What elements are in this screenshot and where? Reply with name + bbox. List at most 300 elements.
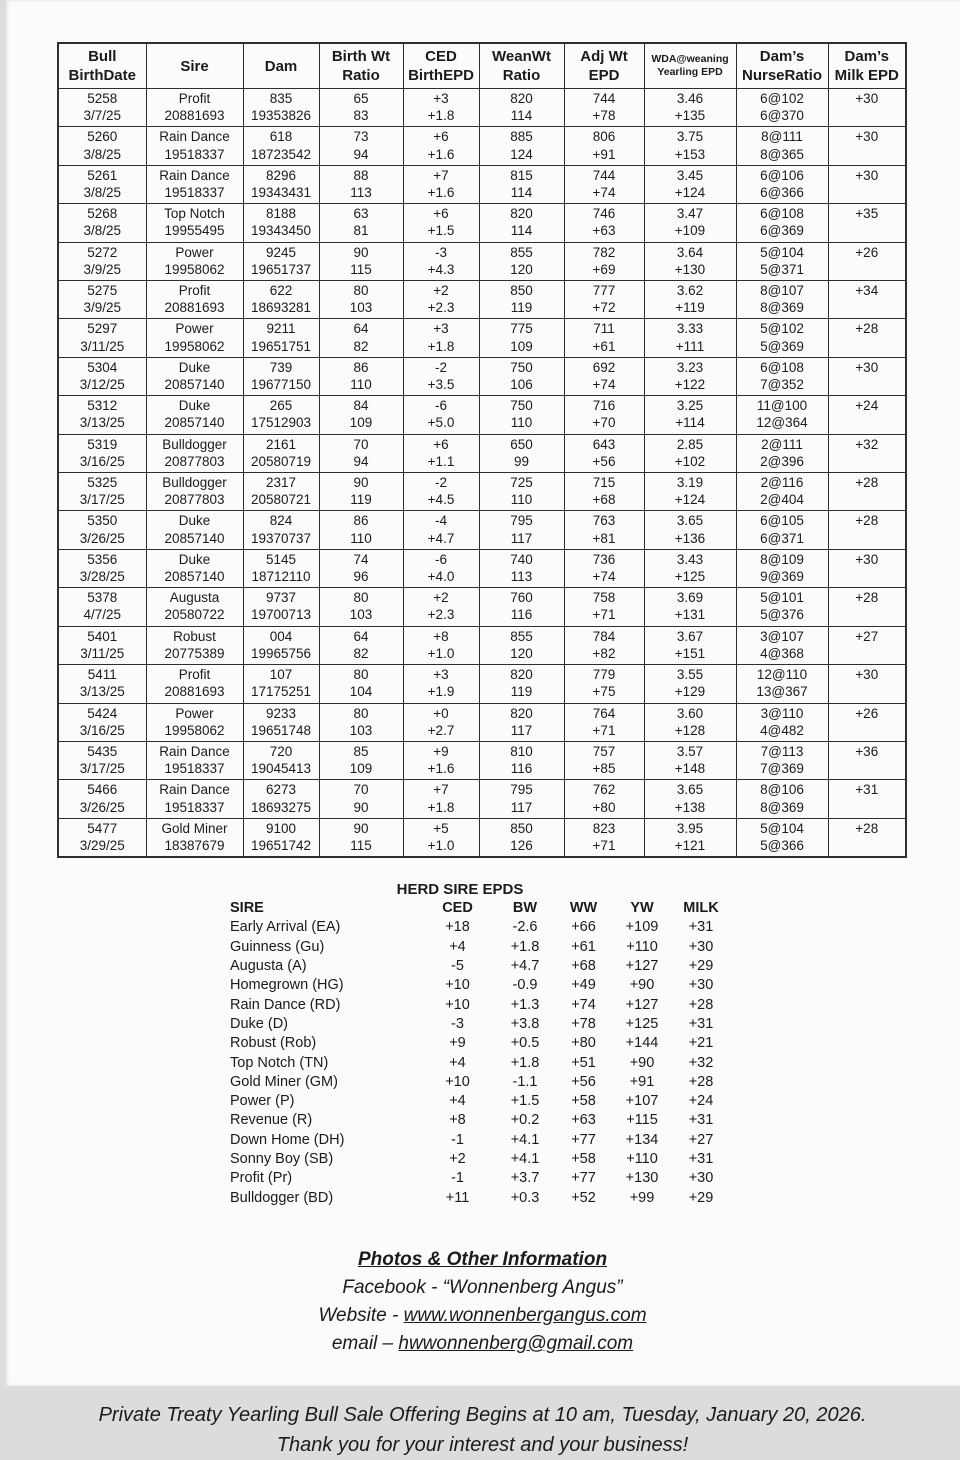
- website-label: Website -: [318, 1304, 404, 1326]
- dam-reg-number: 18693275: [250, 799, 312, 815]
- yearling-epd: +111: [675, 338, 705, 354]
- table-row: [58, 511, 906, 549]
- cell-adj-wt: [564, 434, 644, 472]
- dam-reg-number: 19651742: [250, 837, 312, 853]
- herd-sire-row: [230, 1169, 730, 1188]
- cell-nurse-ratio: [736, 549, 828, 587]
- wda-at-weaning: 3.65: [676, 782, 704, 798]
- cell-birth-wt: [319, 319, 403, 357]
- cell-milk-epd: [828, 242, 906, 280]
- birth-epd: +1.8: [427, 108, 455, 124]
- sire-reg-number: 20857140: [164, 377, 225, 393]
- yearling-epd: +102: [674, 453, 706, 469]
- ced-epd: +8: [433, 628, 449, 644]
- cell-nurse-ratio: [736, 165, 828, 203]
- wean-weight-epd: +82: [592, 645, 616, 661]
- bull-tag-number: 5272: [87, 244, 118, 260]
- bull-birth-date: 3/13/25: [79, 415, 125, 431]
- bull-birth-date: 3/11/25: [80, 338, 125, 354]
- cell-nurse-ratio: [736, 204, 828, 242]
- table-row: [58, 703, 906, 741]
- cell-sire: [146, 396, 243, 434]
- cell-birth-wt: [319, 396, 403, 434]
- sire-reg-number: 20857140: [164, 415, 225, 431]
- dam-milk-epd: +26: [855, 705, 879, 721]
- cell-ced: [403, 703, 479, 741]
- yearling-epd: +153: [674, 146, 706, 162]
- cell-wda: [644, 703, 736, 741]
- cell-milk-epd: [828, 780, 906, 818]
- bull-birth-date: 3/29/25: [79, 837, 125, 853]
- dam-reg-number: 18693281: [250, 300, 312, 316]
- cell-ced: [403, 780, 479, 818]
- wean-weight: 820: [510, 705, 533, 721]
- sire-name: Homegrown (HG): [230, 977, 344, 994]
- dam-milk-epd: +31: [855, 782, 879, 798]
- sire-ww: +66: [571, 919, 596, 936]
- cell-sire: [146, 703, 243, 741]
- birth-epd: +1.6: [427, 185, 455, 201]
- ced-epd: +5: [433, 820, 449, 836]
- herd-sire-epds-title: HERD SIRE EPDS: [396, 881, 524, 899]
- adj-wean-weight: 746: [592, 206, 616, 222]
- cell-wda: [644, 242, 736, 280]
- cell-ced: [403, 473, 479, 511]
- wean-weight-epd: +74: [592, 569, 616, 585]
- wean-weight-epd: +71: [592, 722, 616, 738]
- email-link[interactable]: hwwonnenberg@gmail.com: [398, 1332, 634, 1354]
- photos-info-heading: Photos & Other Information: [357, 1248, 608, 1270]
- cell-wda: [644, 165, 736, 203]
- dam-tag-number: 720: [269, 743, 293, 759]
- wean-weight-epd: +69: [592, 261, 616, 277]
- wean-weight-epd: +74: [592, 377, 616, 393]
- cell-ced: [403, 588, 479, 626]
- bull-birth-date: 3/12/25: [79, 377, 125, 393]
- bull-birth-date: 3/13/25: [79, 684, 125, 700]
- wean-weight: 850: [510, 283, 533, 299]
- sire-ww: +56: [571, 1073, 596, 1090]
- cell-bull: [58, 588, 146, 626]
- dam-milk-epd: +28: [855, 820, 879, 836]
- dam-milk-epd: +30: [855, 551, 879, 567]
- cell-birth-wt: [319, 434, 403, 472]
- cell-dam: [243, 281, 319, 319]
- sire-name: Gold Miner (GM): [230, 1073, 338, 1090]
- sire-reg-number: 20881693: [164, 108, 225, 124]
- sire-yw: +99: [629, 1189, 655, 1206]
- cell-bull: [58, 665, 146, 703]
- sire-yw: +144: [625, 1035, 659, 1052]
- wda-at-weaning: 3.43: [676, 551, 704, 567]
- sire-ww: +77: [571, 1131, 596, 1148]
- yearling-epd: +129: [674, 684, 706, 700]
- bull-birth-date: 3/11/25: [80, 645, 125, 661]
- dam-milk-epd: +24: [855, 398, 879, 414]
- sire-bw: -0.9: [512, 977, 538, 994]
- yearling-epd: +130: [674, 261, 706, 277]
- dam-tag-number: 6273: [265, 782, 297, 798]
- birth-weight: 70: [353, 436, 369, 452]
- ced-epd: +3: [433, 321, 449, 337]
- wean-weight-epd: +74: [592, 185, 616, 201]
- wean-weight-epd: +56: [592, 453, 616, 469]
- cell-wda: [644, 818, 736, 857]
- dam-milk-epd: +35: [855, 206, 879, 222]
- cell-sire: [146, 626, 243, 664]
- nurse-ratio-yearling: 7@352: [760, 377, 804, 393]
- wda-at-weaning: 3.69: [676, 590, 704, 606]
- dam-reg-number: 17175251: [250, 684, 312, 700]
- bull-tag-number: 5350: [87, 513, 118, 529]
- birth-weight-ratio: 113: [350, 185, 372, 201]
- cell-birth-wt: [319, 165, 403, 203]
- cell-adj-wt: [564, 703, 644, 741]
- nurse-ratio-weaning: 6@108: [760, 359, 804, 375]
- sire-ww: +68: [571, 958, 596, 975]
- wean-weight-ratio: 109: [510, 338, 533, 354]
- cell-milk-epd: [828, 396, 906, 434]
- table-row: [58, 242, 906, 280]
- cell-birth-wt: [319, 588, 403, 626]
- bull-birth-date: 3/26/25: [79, 530, 125, 546]
- dam-reg-number: 19700713: [250, 607, 312, 623]
- sire-milk: +30: [688, 977, 714, 994]
- table-row: [58, 473, 906, 511]
- sire-reg-number: 20881693: [164, 300, 225, 316]
- ced-epd: +6: [433, 129, 449, 145]
- col-header-birth-wt-ratio: Birth Wt Ratio: [319, 43, 403, 89]
- birth-epd: +1.5: [427, 223, 455, 239]
- sire-name: Early Arrival (EA): [230, 919, 341, 936]
- dam-reg-number: 19651751: [250, 338, 312, 354]
- wean-weight-ratio: 110: [510, 415, 533, 431]
- cell-weanwt: [479, 319, 564, 357]
- bull-birth-date: 3/17/25: [79, 761, 125, 777]
- ced-epd: +2: [433, 283, 449, 299]
- birth-weight: 65: [353, 91, 369, 106]
- bull-tag-number: 5466: [87, 782, 118, 798]
- birth-weight: 80: [353, 590, 369, 606]
- sire-reg-number: 20857140: [164, 530, 225, 546]
- nurse-ratio-yearling: 6@369: [760, 223, 804, 239]
- birth-weight-ratio: 103: [349, 607, 373, 623]
- cell-dam: [243, 703, 319, 741]
- nurse-ratio-yearling: 5@369: [760, 338, 804, 354]
- sire-name: Guinness (Gu): [230, 938, 325, 955]
- dam-reg-number: 19343431: [250, 185, 312, 201]
- birth-weight-ratio: 110: [350, 377, 372, 393]
- wda-at-weaning: 3.95: [676, 820, 704, 836]
- cell-birth-wt: [319, 242, 403, 280]
- table-row: [58, 204, 906, 242]
- cell-milk-epd: [828, 127, 906, 165]
- cell-ced: [403, 665, 479, 703]
- wean-weight-ratio: 106: [510, 377, 533, 393]
- sire-yw: +125: [625, 1015, 659, 1032]
- wean-weight: 750: [510, 359, 533, 375]
- wda-at-weaning: 3.46: [676, 91, 704, 106]
- nurse-ratio-weaning: 5@102: [760, 321, 804, 337]
- cell-dam: [243, 89, 319, 127]
- cell-dam: [243, 818, 319, 857]
- cell-sire: [146, 204, 243, 242]
- cell-weanwt: [479, 357, 564, 395]
- cell-wda: [644, 511, 736, 549]
- wda-at-weaning: 3.65: [676, 513, 704, 529]
- cell-nurse-ratio: [736, 319, 828, 357]
- dam-reg-number: 18723542: [250, 146, 312, 162]
- yearling-epd: +131: [674, 607, 706, 623]
- herd-header-milk: MILK: [683, 900, 719, 917]
- cell-adj-wt: [564, 319, 644, 357]
- sire-ww: +61: [571, 938, 596, 955]
- herd-sire-row: [230, 1073, 730, 1092]
- sire-name: Duke: [178, 359, 211, 375]
- dam-reg-number: 19370737: [250, 530, 312, 546]
- birth-weight: 80: [353, 705, 369, 721]
- col-header-sire: Sire: [146, 43, 243, 89]
- cell-wda: [644, 89, 736, 127]
- birth-weight-ratio: 110: [350, 530, 372, 546]
- bull-tag-number: 5424: [87, 705, 118, 721]
- cell-weanwt: [479, 626, 564, 664]
- cell-adj-wt: [564, 818, 644, 857]
- dam-reg-number: 19651737: [250, 261, 312, 277]
- adj-wean-weight: 716: [592, 398, 616, 414]
- cell-adj-wt: [564, 396, 644, 434]
- sire-bw: +0.2: [510, 1112, 540, 1129]
- dam-tag-number: 2317: [265, 475, 297, 491]
- wean-weight-epd: +80: [592, 799, 616, 815]
- wean-weight-epd: +70: [592, 415, 616, 431]
- adj-wean-weight: 823: [592, 820, 616, 836]
- dam-tag-number: 835: [269, 91, 293, 106]
- cell-weanwt: [479, 473, 564, 511]
- cell-weanwt: [479, 434, 564, 472]
- bull-birth-date: 4/7/25: [83, 607, 122, 623]
- wean-weight-epd: +71: [592, 607, 616, 623]
- sire-name: Augusta (A): [230, 958, 307, 975]
- cell-ced: [403, 242, 479, 280]
- col-header-weanwt-ratio: WeanWt Ratio: [479, 43, 564, 89]
- wean-weight: 650: [510, 436, 533, 452]
- sire-reg-number: 19958062: [164, 722, 225, 738]
- cell-dam: [243, 127, 319, 165]
- wda-at-weaning: 3.64: [676, 244, 704, 260]
- cell-ced: [403, 396, 479, 434]
- bull-birth-date: 3/26/25: [79, 799, 125, 815]
- sire-name: Rain Dance (RD): [230, 996, 341, 1013]
- wean-weight: 795: [510, 513, 533, 529]
- birth-weight-ratio: 103: [349, 722, 373, 738]
- sire-ww: +49: [571, 977, 596, 994]
- cell-dam: [243, 242, 319, 280]
- sire-name: Duke: [178, 398, 211, 414]
- ced-epd: -2: [434, 475, 447, 491]
- birth-weight: 88: [353, 167, 369, 183]
- sire-reg-number: 18387679: [164, 837, 225, 853]
- cell-bull: [58, 780, 146, 818]
- cell-nurse-ratio: [736, 473, 828, 511]
- cell-birth-wt: [319, 549, 403, 587]
- cell-wda: [644, 780, 736, 818]
- dam-tag-number: 9245: [265, 244, 297, 260]
- sire-reg-number: 19518337: [164, 761, 225, 777]
- wean-weight-ratio: 116: [510, 761, 533, 777]
- cell-milk-epd: [828, 818, 906, 857]
- cell-wda: [644, 204, 736, 242]
- cell-dam: [243, 626, 319, 664]
- dam-milk-epd: +30: [855, 91, 879, 106]
- col-header-adj-wt-epd: Adj Wt EPD: [564, 43, 644, 89]
- adj-wean-weight: 779: [592, 667, 616, 683]
- nurse-ratio-weaning: 8@106: [760, 782, 804, 798]
- cell-birth-wt: [319, 511, 403, 549]
- table-row: [58, 281, 906, 319]
- sire-name: Rain Dance: [159, 743, 230, 759]
- cell-nurse-ratio: [736, 396, 828, 434]
- sire-ww: +74: [571, 996, 596, 1013]
- cell-dam: [243, 165, 319, 203]
- bull-tag-number: 5319: [87, 436, 118, 452]
- yearling-epd: +124: [674, 185, 706, 201]
- cell-weanwt: [479, 588, 564, 626]
- birth-epd: +1.9: [427, 684, 455, 700]
- bull-tag-number: 5356: [87, 551, 118, 567]
- yearling-epd: +114: [675, 415, 705, 431]
- yearling-epd: +135: [674, 108, 706, 124]
- cell-sire: [146, 434, 243, 472]
- nurse-ratio-weaning: 3@107: [760, 628, 804, 644]
- cell-sire: [146, 89, 243, 127]
- birth-weight: 86: [353, 513, 369, 529]
- sire-ced: +9: [449, 1035, 466, 1052]
- sire-name: Profit: [178, 667, 211, 683]
- birth-weight-ratio: 90: [353, 799, 369, 815]
- birth-weight-ratio: 104: [349, 684, 373, 700]
- bull-birth-date: 3/8/25: [83, 146, 122, 162]
- herd-sire-row: [230, 1150, 730, 1169]
- wean-weight-ratio: 124: [510, 146, 533, 162]
- sire-name: Power: [175, 244, 214, 260]
- cell-bull: [58, 89, 146, 127]
- cell-birth-wt: [319, 89, 403, 127]
- sire-name: Rain Dance: [159, 782, 230, 798]
- cell-adj-wt: [564, 511, 644, 549]
- dam-milk-epd: +30: [855, 359, 879, 375]
- birth-weight-ratio: 115: [350, 837, 372, 853]
- sire-ww: +58: [571, 1150, 596, 1167]
- cell-birth-wt: [319, 626, 403, 664]
- adj-wean-weight: 763: [592, 513, 616, 529]
- nurse-ratio-yearling: 2@396: [760, 453, 804, 469]
- wean-weight-ratio: 120: [510, 645, 533, 661]
- cell-sire: [146, 242, 243, 280]
- sire-yw: +127: [625, 958, 659, 975]
- bull-birth-date: 3/17/25: [79, 492, 125, 508]
- cell-ced: [403, 626, 479, 664]
- wean-weight: 750: [510, 398, 533, 414]
- cell-milk-epd: [828, 89, 906, 127]
- sire-bw: -2.6: [512, 919, 538, 936]
- cell-wda: [644, 626, 736, 664]
- sire-reg-number: 20877803: [164, 492, 225, 508]
- nurse-ratio-weaning: 6@105: [760, 513, 804, 529]
- dam-reg-number: 19045413: [250, 761, 312, 777]
- wean-weight-ratio: 117: [510, 799, 533, 815]
- wean-weight: 810: [510, 743, 533, 759]
- cell-dam: [243, 588, 319, 626]
- cell-ced: [403, 127, 479, 165]
- cell-bull: [58, 473, 146, 511]
- wean-weight-ratio: 117: [510, 530, 533, 546]
- cell-dam: [243, 741, 319, 779]
- cell-milk-epd: [828, 281, 906, 319]
- sire-bw: +1.5: [510, 1093, 540, 1110]
- cell-weanwt: [479, 780, 564, 818]
- sire-name: Rain Dance: [159, 167, 230, 183]
- sire-name: Bulldogger (BD): [230, 1189, 334, 1206]
- cell-dam: [243, 780, 319, 818]
- ced-epd: +0: [433, 705, 449, 721]
- cell-wda: [644, 549, 736, 587]
- sire-name: Bulldogger: [162, 475, 227, 491]
- sire-name: Rain Dance: [159, 129, 230, 145]
- cell-ced: [403, 89, 479, 127]
- nurse-ratio-weaning: 6@102: [760, 91, 804, 106]
- nurse-ratio-yearling: 5@376: [760, 607, 804, 623]
- sire-ced: -5: [451, 958, 464, 975]
- dam-milk-epd: +27: [855, 628, 879, 644]
- wean-weight: 815: [510, 167, 533, 183]
- yearling-epd: +124: [674, 492, 706, 508]
- website-line: [5, 1302, 960, 1330]
- birth-weight: 64: [353, 628, 369, 644]
- wda-at-weaning: 3.25: [676, 398, 704, 414]
- cell-nurse-ratio: [736, 242, 828, 280]
- sire-ced: -1: [451, 1131, 464, 1148]
- bull-birth-date: 3/8/25: [83, 185, 122, 201]
- cell-sire: [146, 165, 243, 203]
- cell-bull: [58, 434, 146, 472]
- email-line: [5, 1330, 960, 1358]
- wean-weight-ratio: 99: [513, 453, 530, 469]
- dam-reg-number: 19343450: [250, 223, 312, 239]
- wean-weight: 850: [510, 820, 533, 836]
- birth-weight-ratio: 82: [353, 645, 369, 661]
- adj-wean-weight: 762: [592, 782, 616, 798]
- wda-at-weaning: 3.67: [676, 628, 704, 644]
- cell-adj-wt: [564, 127, 644, 165]
- wean-weight: 760: [510, 590, 533, 606]
- dam-tag-number: 8188: [265, 206, 297, 222]
- cell-nurse-ratio: [736, 588, 828, 626]
- herd-header-sire: SIRE: [230, 900, 264, 917]
- dam-milk-epd: +32: [855, 436, 879, 452]
- sire-bw: +3.8: [510, 1015, 540, 1032]
- table-row: [58, 549, 906, 587]
- nurse-ratio-yearling: 4@482: [760, 722, 804, 738]
- birth-epd: +1.6: [427, 761, 455, 777]
- birth-weight: 64: [353, 321, 369, 337]
- sire-name: Bulldogger: [162, 436, 227, 452]
- sire-bw: +1.3: [510, 996, 540, 1013]
- sire-ced: +18: [445, 919, 470, 936]
- nurse-ratio-weaning: 5@104: [760, 820, 804, 836]
- website-link[interactable]: www.wonnenbergangus.com: [403, 1304, 647, 1326]
- cell-adj-wt: [564, 242, 644, 280]
